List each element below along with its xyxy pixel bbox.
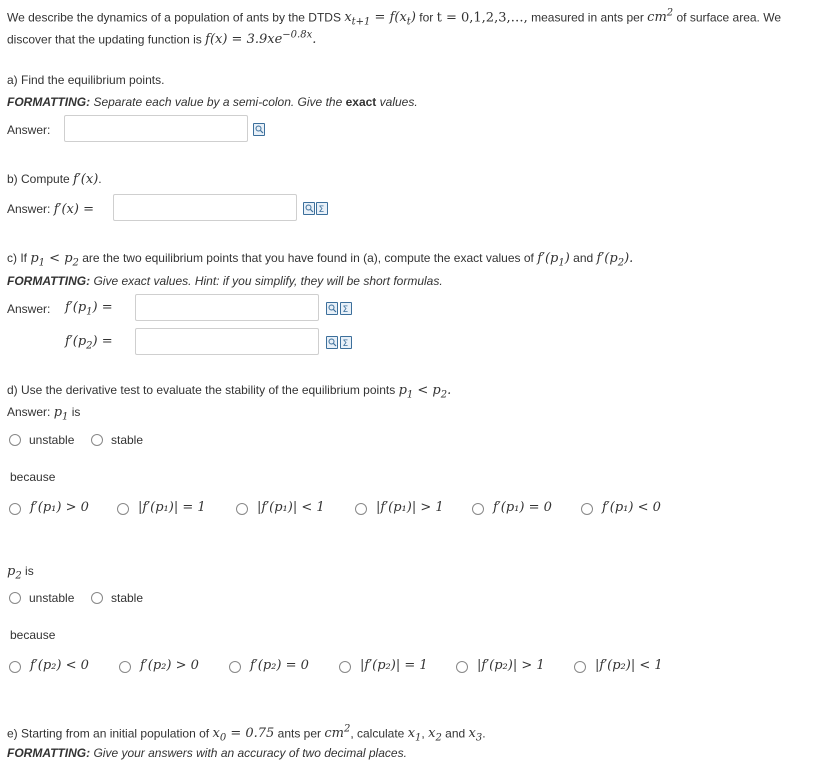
preview-icon[interactable] — [326, 336, 338, 349]
preview-icon[interactable] — [326, 302, 338, 315]
p2-unstable-label: unstable — [29, 591, 75, 605]
part-a-answer-label: Answer: — [7, 123, 51, 137]
part-a-title: a) Find the equilibrium points. — [7, 73, 165, 87]
intro-line-2 — [7, 30, 316, 47]
sigma-icon[interactable] — [340, 302, 352, 315]
p2-label: $p_2$ is — [7, 564, 34, 582]
part-b-answer-label: Answer: f′(x) = — [7, 202, 94, 217]
p1-reason-label: |f′(p₁)| = 1 — [138, 500, 206, 515]
svg-text:Σ: Σ — [342, 305, 349, 314]
p1-reason-radio[interactable] — [355, 503, 367, 515]
preview-icon[interactable] — [253, 123, 265, 136]
part-e-title: e) Starting from an initial population of $x_0 = 0.75$ ants per $cm^2$, calculate $x_1$, $x_2$ and $x_3$. — [7, 724, 486, 744]
intro-text: We describe the dynamics of a population of ants by the DTDS — [7, 10, 341, 25]
part-a-formatting: FORMATTING: Separate each value by a semi-colon. Give the exact values. — [7, 95, 418, 109]
p2-reason-radio[interactable] — [456, 661, 468, 673]
part-b-title: b) Compute f′(x). — [7, 172, 102, 187]
p2-reason-radio[interactable] — [229, 661, 241, 673]
p1-stable-label: stable — [111, 433, 144, 447]
p2-stable-label: stable — [111, 591, 144, 605]
intro-text-measured: measured in ants per — [531, 10, 644, 25]
svg-text:Σ: Σ — [342, 339, 349, 348]
p2-because-label: because — [10, 628, 56, 642]
part-c-fp2-input[interactable] — [135, 328, 319, 355]
p1-reason-radio[interactable] — [236, 503, 248, 515]
p1-reason-label: f′(p₁) > 0 — [30, 500, 89, 515]
p1-unstable-radio[interactable] — [9, 434, 21, 446]
part-c-formatting: FORMATTING: Give exact values. Hint: if you simplify, they will be short formulas. — [7, 274, 443, 288]
intro-text-for: for — [419, 10, 434, 25]
part-e-formatting: FORMATTING: Give your answers with an accuracy of two decimal places. — [7, 746, 407, 760]
sigma-icon[interactable] — [316, 202, 328, 215]
p1-reason-radio[interactable] — [117, 503, 129, 515]
p1-stable-radio[interactable] — [91, 434, 103, 446]
intro-text-surface: of surface area. We — [676, 10, 781, 25]
part-a-answer-input[interactable] — [64, 115, 248, 142]
p2-reason-label: f′(p₂) > 0 — [140, 658, 199, 673]
p2-reason-radio[interactable] — [9, 661, 21, 673]
part-d-title: d) Use the derivative test to evaluate the stability of the equilibrium points $p_1 < p_2$. — [7, 383, 452, 401]
part-c-answer-label: Answer: — [7, 302, 51, 316]
p2-reason-radio[interactable] — [339, 661, 351, 673]
part-d-answer-label: Answer: $p_1$ is — [7, 405, 81, 423]
part-c-title: c) If $p_1 < p_2$ are the two equilibrium points that you have found in (a), compute the exact values of $f'(p_1)$ and $f'(p_2)$. — [7, 251, 634, 269]
p1-reason-label: f′(p₁) < 0 — [602, 500, 661, 515]
p2-reason-label: f′(p₂) < 0 — [30, 658, 89, 673]
p2-reason-label: |f′(p₂)| > 1 — [477, 658, 545, 673]
p1-unstable-label: unstable — [29, 433, 75, 447]
math-t: t = 0,1,2,3,…, — [436, 10, 528, 26]
part-c-fp1-input[interactable] — [135, 294, 319, 321]
p2-reason-label: |f′(p₂)| < 1 — [595, 658, 663, 673]
intro-line-1 — [7, 8, 781, 28]
p2-reason-label: |f′(p₂)| = 1 — [360, 658, 428, 673]
p1-reason-label: |f′(p₁)| < 1 — [257, 500, 325, 515]
p2-unstable-radio[interactable] — [9, 592, 21, 604]
part-b-answer-input[interactable] — [113, 194, 297, 221]
p1-reason-radio[interactable] — [581, 503, 593, 515]
p2-reason-radio[interactable] — [119, 661, 131, 673]
p1-because-label: because — [10, 470, 56, 484]
sigma-icon[interactable] — [340, 336, 352, 349]
p2-reason-label: f′(p₂) = 0 — [250, 658, 309, 673]
intro-text-2: discover that the updating function is — [7, 32, 202, 47]
part-c-row2-label: $f'(p_2)$ = — [65, 334, 113, 352]
svg-text:Σ: Σ — [318, 205, 325, 214]
math-x: $x_{t+1} = f(x_t)$ — [344, 10, 416, 28]
math-updating-function: $f(x) = 3.9xe^{-0.8x}$. — [205, 30, 317, 48]
unit-cm2: $cm^2$ — [647, 8, 674, 26]
p1-reason-label: |f′(p₁)| > 1 — [376, 500, 444, 515]
preview-icon[interactable] — [303, 202, 315, 215]
p2-reason-radio[interactable] — [574, 661, 586, 673]
p2-stable-radio[interactable] — [91, 592, 103, 604]
p1-reason-radio[interactable] — [9, 503, 21, 515]
p1-reason-label: f′(p₁) = 0 — [493, 500, 552, 515]
p1-reason-radio[interactable] — [472, 503, 484, 515]
part-c-row1-label: $f'(p_1)$ = — [65, 300, 113, 318]
